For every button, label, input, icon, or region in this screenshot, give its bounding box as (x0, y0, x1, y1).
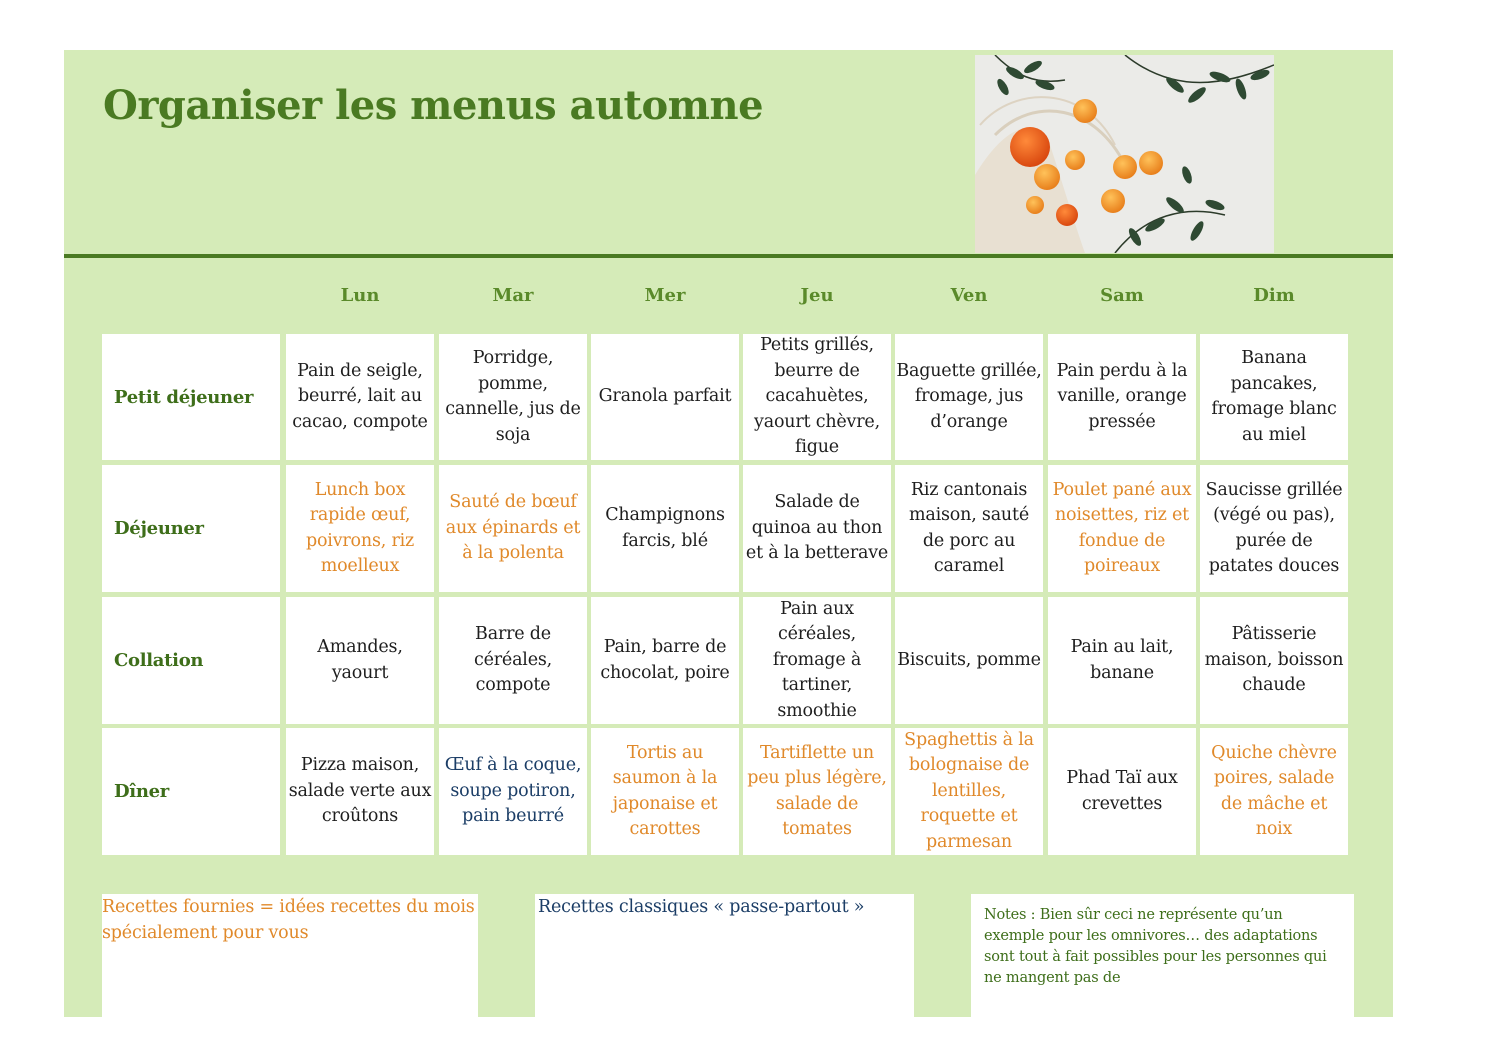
day-header-wed: Mer (644, 285, 686, 306)
day-header-fri: Ven (950, 285, 988, 306)
day-header-tue: Mar (492, 285, 534, 306)
meal-cell: Pain, barre de chocolat, poire (591, 597, 739, 724)
meal-cell: Tartiflette un peu plus légère, salade de tomates (743, 728, 891, 855)
meal-cell: Champignons farcis, blé (591, 465, 739, 592)
meal-cell: Porridge, pomme, cannelle, jus de soja (439, 334, 587, 460)
meal-cell: Poulet pané aux noisettes, riz et fondue de poireaux (1048, 465, 1196, 592)
meal-cell: Pain aux céréales, fromage à tartiner, smoothie (743, 597, 891, 724)
meal-cell: Sauté de bœuf aux épinards et à la polenta (439, 465, 587, 592)
meal-cell: Biscuits, pomme (895, 597, 1043, 724)
meal-cell: Pain au lait, banane (1048, 597, 1196, 724)
meal-cell: Pain de seigle, beurré, lait au cacao, compote (286, 334, 434, 460)
meal-cell: Baguette grillée, fromage, jus d’orange (895, 334, 1043, 460)
row-label-dinner: Dîner (102, 728, 280, 855)
meal-cell: Pain perdu à la vanille, orange pressée (1048, 334, 1196, 460)
meal-cell: Tortis au saumon à la japonaise et carottes (591, 728, 739, 855)
meal-cell: Banana pancakes, fromage blanc au miel (1200, 334, 1348, 460)
legend-provided-recipes: Recettes fournies = idées recettes du mois spécialement pour vous (102, 894, 478, 1017)
legend-classic-recipes: Recettes classiques « passe-partout » (535, 894, 914, 1017)
meal-cell: Salade de quinoa au thon et à la betterave (743, 465, 891, 592)
day-header-sat: Sam (1100, 285, 1144, 306)
meal-cell: Quiche chèvre poires, salade de mâche et noix (1200, 728, 1348, 855)
meal-cell: Lunch box rapide œuf, poivrons, riz moelleux (286, 465, 434, 592)
row-label-breakfast: Petit déjeuner (102, 334, 280, 460)
oranges-photo (975, 55, 1274, 253)
meal-cell: Petits grillés, beurre de cacahuètes, yaourt chèvre, figue (743, 334, 891, 460)
row-label-snack: Collation (102, 597, 280, 724)
page-title: Organiser les menus automne (103, 82, 764, 129)
row-label-lunch: Déjeuner (102, 465, 280, 592)
day-header-sun: Dim (1253, 285, 1295, 306)
meal-cell: Pâtisserie maison, boisson chaude (1200, 597, 1348, 724)
notes-box: Notes : Bien sûr ceci ne représente qu’un exemple pour les omnivores… des adaptations sont tout à fait possibles pour les personnes qui ne mangent pas de (971, 894, 1354, 1017)
meal-cell: Spaghettis à la bolognaise de lentilles, roquette et parmesan (895, 728, 1043, 855)
meal-cell: Pizza maison, salade verte aux croûtons (286, 728, 434, 855)
meal-cell: Phad Taï aux crevettes (1048, 728, 1196, 855)
header-divider (64, 254, 1393, 258)
meal-cell: Riz cantonais maison, sauté de porc au caramel (895, 465, 1043, 592)
meal-cell: Granola parfait (591, 334, 739, 460)
meal-cell: Saucisse grillée (végé ou pas), purée de patates douces (1200, 465, 1348, 592)
meal-cell: Barre de céréales, compote (439, 597, 587, 724)
meal-cell: Amandes, yaourt (286, 597, 434, 724)
meal-cell: Œuf à la coque, soupe potiron, pain beurré (439, 728, 587, 855)
day-header-mon: Lun (340, 285, 380, 306)
day-header-thu: Jeu (800, 285, 834, 306)
